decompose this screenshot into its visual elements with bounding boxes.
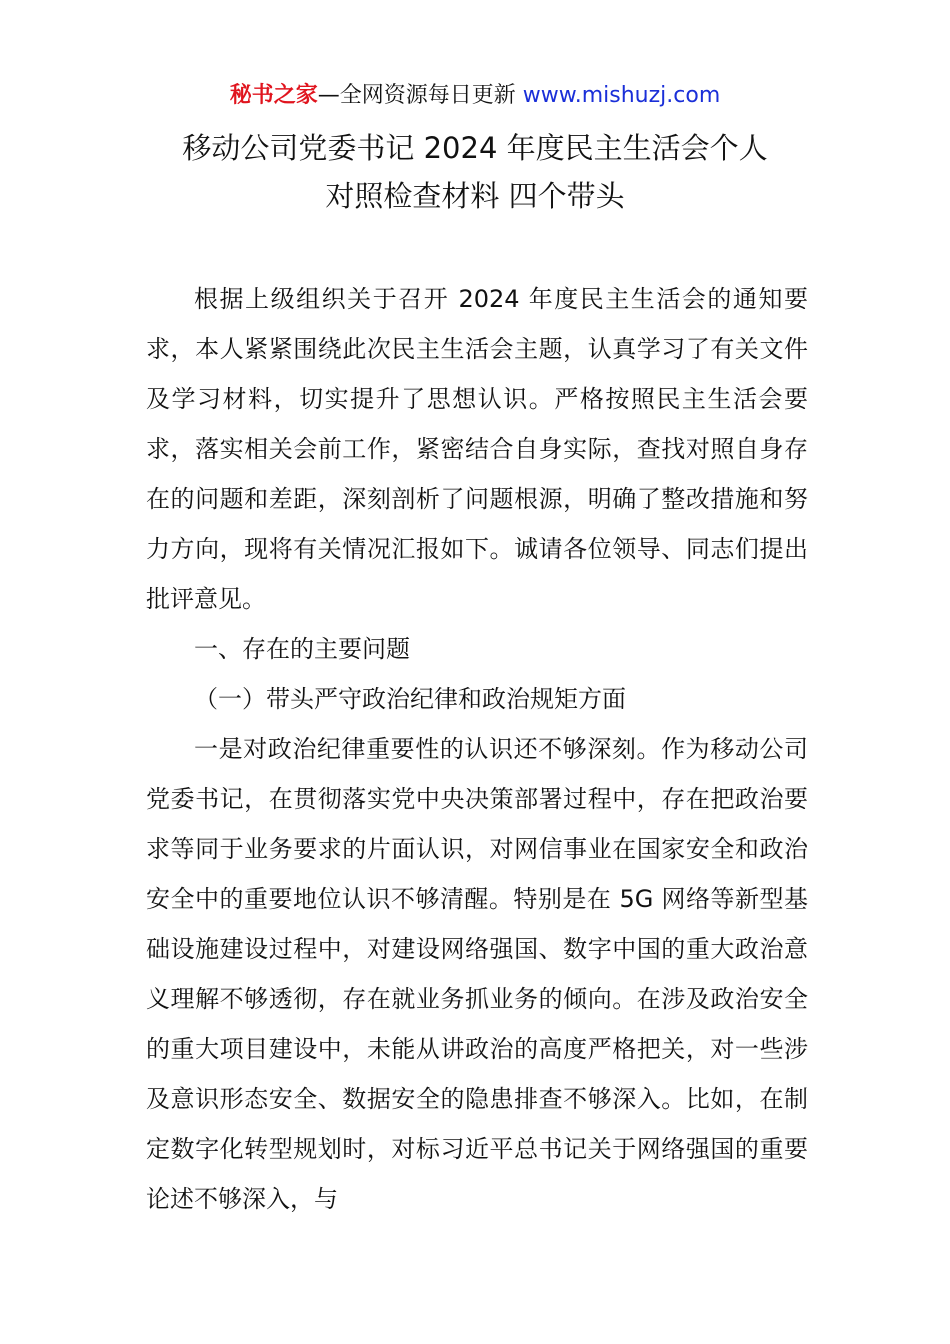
intro-paragraph: 根据上级组织关于召开 2024 年度民主生活会的通知要求，本人紧紧围绕此次民主生活会主题，认真学习了有关文件及学习材料，切实提升了思想认识。严格按照民主生活会要求，落实相关会前工作，紧密结合自身实际，查找对照自身存在的问题和差距，深刻剖析了问题根源，明确了整改措施和努力方向，现将有关情况汇报如下。诚请各位领导、同志们提出批评意见。	[146, 285, 808, 613]
document-title-line-1: 移动公司党委书记 2024 年度民主生活会个人	[182, 131, 768, 165]
body-paragraph: 一是对政治纪律重要性的认识还不够深刻。作为移动公司党委书记，在贯彻落实党中央决策部署过程中，存在把政治要求等同于业务要求的片面认识，对网信事业在国家安全和政治安全中的重要地位认识不够清醒。特别是在 5G 网络等新型基础设施建设过程中，对建设网络强国、数字中国的重大政治意义理解不够透彻，存在就业务抓业务的倾向。在涉及政治安全的重大项目建设中，未能从讲政治的高度严格把关，对一些涉及意识形态安全、数据安全的隐患排查不够深入。比如，在制定数字化转型规划时，对标习近平总书记关于网络强国的重要论述不够深入，与	[146, 735, 808, 1213]
document-body	[146, 274, 808, 1224]
site-header	[0, 80, 950, 112]
document-title-line-2: 对照检查材料 四个带头	[325, 179, 625, 213]
site-tagline: —全网资源每日更新	[317, 83, 523, 108]
subsection-heading: （一）带头严守政治纪律和政治规矩方面	[194, 685, 626, 713]
section-heading: 一、存在的主要问题	[194, 635, 410, 663]
document-title	[120, 124, 830, 220]
site-brand: 秘书之家	[229, 83, 318, 108]
site-url-link[interactable]: www.mishuzj.com	[522, 83, 721, 108]
